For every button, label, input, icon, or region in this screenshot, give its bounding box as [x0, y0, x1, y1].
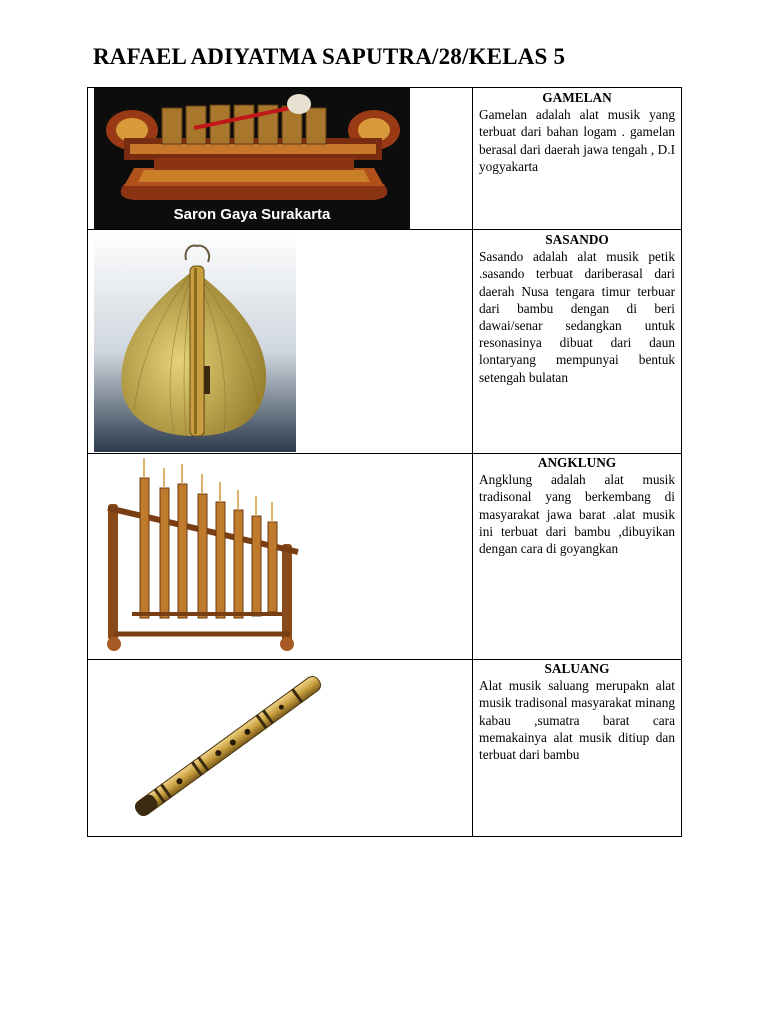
table-row-saluang	[88, 660, 681, 836]
gamelan-text: Gamelan adalah alat musik yang terbuat dari bahan logam . gamelan berasal dari daerah jawa tengah , D.I yogyakarta	[479, 107, 675, 174]
sasando-text: Sasando adalah alat musik petik .sasando terbuat dariberasal dari daerah Nusa tengara timur terbuar dari bambu dengan di beri dawai/senar sedangkan untuk resonasinya dibuat dari daun lontaryang mempunyai bentuk setengah bulatan	[479, 249, 675, 385]
table-row-gamelan	[88, 88, 681, 230]
saluang-heading: SALUANG	[544, 661, 610, 676]
gamelan-heading: GAMELAN	[542, 90, 612, 105]
column-divider	[472, 88, 473, 836]
gamelan-image-caption: Saron Gaya Surakarta	[173, 206, 331, 223]
angklung-heading: ANGKLUNG	[537, 455, 617, 470]
angklung-description	[479, 454, 675, 557]
page-title: RAFAEL ADIYATMA SAPUTRA/28/KELAS 5	[93, 44, 566, 69]
gamelan-saron-image	[94, 88, 410, 229]
angklung-text: Angklung adalah alat musik tradisonal yang berkembang di masyarakat jawa barat .alat musik ini terbuat dari bambu ,dibuyikan dengan cara di goyangkan	[479, 472, 675, 557]
gamelan-description	[479, 89, 675, 175]
sasando-image	[94, 230, 296, 452]
sasando-description	[479, 231, 675, 386]
saluang-image	[108, 666, 348, 826]
table-row-angklung	[88, 454, 681, 660]
saluang-text: Alat musik saluang merupakn alat musik tradisonal masyarakat minang kabau ,sumatra barat cara memakainya alat musik ditiup dan terbuat dari bambu	[479, 678, 675, 763]
table-row-sasando	[88, 230, 681, 454]
saluang-description	[479, 660, 675, 763]
sasando-heading: SASANDO	[545, 232, 609, 247]
instrument-table	[87, 87, 682, 837]
angklung-image	[102, 454, 312, 658]
